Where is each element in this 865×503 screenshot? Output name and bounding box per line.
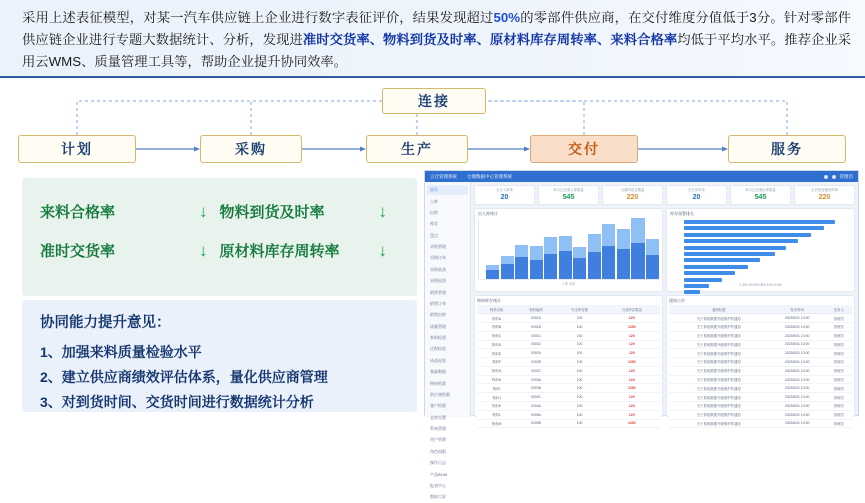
table-row[interactable] [669,402,852,411]
sidebar-item[interactable]: 客户档案 [430,403,446,409]
table-cell: 关于系统数据升级维护的通知 [669,384,768,393]
stat-value: 545 [754,194,767,201]
table-cell: 2023/5/31 13:00 [768,349,825,358]
summary-paragraph [22,7,851,73]
table-header: 发布人 [826,305,852,314]
supply-chain-flow [0,80,865,172]
inbound-outbound-bar-chart [474,208,663,292]
kpi-grid [40,192,399,270]
table-cell: 0005B [516,419,555,428]
sidebar-item[interactable]: 角色权限 [430,448,446,454]
table-cell: 1200 [604,358,660,367]
stat-card-row [474,185,855,205]
stat-label: 当日入库单 [496,188,513,192]
stat-label: 当日出库单 [688,188,705,192]
table-cell: 120 [604,402,660,411]
summary-text-segment: 准时交货率、物料到货及时率、原材料库存周转率、来料合格率 [302,32,678,47]
table-row[interactable] [477,384,660,393]
table-cell: 2023/5/31 13:00 [768,366,825,375]
stat-value: 545 [562,194,575,201]
table-cell: 物料L [477,410,516,419]
sidebar-item[interactable]: 质量管理 [430,323,446,329]
flow-node-production[interactable]: 生产 [366,135,468,163]
bar [684,252,775,256]
table-cell: 物料H [477,375,516,384]
down-arrow-icon: ↓ [199,201,208,221]
wms-dashboard-screenshot [424,170,859,500]
bar [684,290,700,294]
table-cell: 关于系统数据升级维护的通知 [669,410,768,419]
notice-table [666,295,855,426]
table-cell: 0003C [516,393,555,402]
advice-panel [22,300,417,412]
stat-card[interactable] [666,185,727,205]
table-cell: 120 [604,410,660,419]
dashboard-sidebar[interactable] [425,182,471,500]
sidebar-item[interactable]: 首页 [427,185,468,195]
table-row[interactable] [669,410,852,419]
kpi-item-ontime-delivery-rate [40,231,220,270]
stock-warning-bar-chart [666,208,855,292]
table-cell: 0001C [516,331,555,340]
table [669,305,852,428]
summary-text-segment: 的零部件供应商，在交付维度分值低于3分。针对零部件供应链企业进行专题大数据统计、分析，发现进 [22,10,852,47]
table-cell: 0005A [516,410,555,419]
stat-card[interactable] [602,185,663,205]
bar-series [478,218,659,280]
kpi-label: 物料到货及时率 [219,204,325,221]
flow-node-service[interactable]: 服务 [728,135,846,163]
table-row[interactable] [669,366,852,375]
table-row[interactable] [477,331,660,340]
table-cell: 0001D [516,340,555,349]
advice-item: 1、加强来料质量检验水平 [40,344,202,360]
sidebar-item[interactable]: 数据大屏 [430,494,446,500]
stat-label: 本月已完成入库数量 [553,188,584,192]
bar [684,239,798,243]
down-arrow-icon: ↓ [199,240,208,260]
table-cell: 100 [556,402,604,411]
sidebar-item[interactable]: 采购订单 [430,255,446,261]
table-header: 物料名称 [477,305,516,314]
table-cell: 2023/5/31 13:00 [768,331,825,340]
sidebar-item[interactable]: 产品BOM [430,471,448,477]
table-row[interactable] [477,314,660,323]
bar [602,218,615,279]
table-cell: 120 [604,331,660,340]
chart-title: 出入库统计 [478,211,498,216]
table-row[interactable] [669,375,852,384]
table-cell: 管理员 [826,402,852,411]
advice-item: 3、对到货时间、交货时间进行数据统计分析 [40,394,314,410]
table-cell: 物料D [477,340,516,349]
down-arrow-icon: ↓ [378,201,387,221]
table-row[interactable] [669,314,852,323]
dashboard-logo: 云仓管理系统 [430,173,457,179]
table-cell: 0004A [516,402,555,411]
table-row[interactable] [669,331,852,340]
sidebar-item[interactable]: 盘点 [430,232,438,238]
table-cell: 2023/5/31 13:00 [768,358,825,367]
table-cell: 100 [556,366,604,375]
bar [515,218,528,279]
bar [631,218,644,279]
table-cell: 0001B [516,322,555,331]
table-cell: 0002B [516,358,555,367]
table-cell: 物料B [477,322,516,331]
table-cell: 100 [556,419,604,428]
material-stock-table [474,295,663,426]
bar [684,220,835,224]
advice-item: 2、建立供应商绩效评估体系，量化供应商管理 [40,369,328,385]
table-cell: 2023/5/31 13:00 [768,410,825,419]
stat-label: 当前库存总数量 [620,188,645,192]
sidebar-item[interactable]: 用户管理 [430,437,446,443]
bar [684,258,760,262]
down-arrow-icon: ↓ [378,240,387,260]
table-row[interactable] [477,410,660,419]
kpi-item-raw-material-turnover [220,231,400,270]
sidebar-item[interactable]: 系统管理 [430,426,446,432]
kpi-label: 来料合格率 [40,204,116,221]
stat-value: 20 [500,194,509,201]
table-cell: 管理员 [826,340,852,349]
stat-label: 当日待处理出库单 [810,188,839,192]
bar [646,218,659,279]
table-row[interactable] [669,322,852,331]
sidebar-item[interactable]: 销售管理 [430,289,446,295]
bar [544,218,557,279]
sidebar-item[interactable]: 来料检验 [430,335,446,341]
table-cell: 100 [556,349,604,358]
table-cell: 物料J [477,393,516,402]
table-cell: 关于系统数据升级维护的通知 [669,375,768,384]
dashboard-titlebar [425,171,858,182]
sidebar-item[interactable]: 基础数据 [430,369,446,375]
table-cell: 管理员 [826,349,852,358]
sidebar-item[interactable]: 入库 [430,198,438,204]
table-cell: 关于系统数据升级维护的通知 [669,366,768,375]
sidebar-item[interactable]: 操作日志 [430,460,446,466]
table-cell: 120 [604,340,660,349]
table-cell: 管理员 [826,331,852,340]
table-cell: 管理员 [826,375,852,384]
table-cell: 2023/5/31 13:00 [768,384,825,393]
sidebar-item[interactable]: 物料档案 [430,380,446,386]
table-row[interactable] [669,393,852,402]
table-cell: 管理员 [826,410,852,419]
table-cell: 管理员 [826,393,852,402]
table-cell: 管理员 [826,419,852,428]
hbar-series [670,218,851,282]
sidebar-item[interactable]: 供应商档案 [430,391,450,397]
flow-node-connect[interactable]: 连接 [382,88,486,114]
table-row[interactable] [477,419,660,428]
dashboard-user[interactable]: 管理员 [839,173,853,179]
table-cell: 100 [556,375,604,384]
summary-text-segment: 均低于平均水平。推荐企业采用云WMS、质量管理工具等，帮助企业提升协同效率。 [22,32,852,69]
sidebar-item[interactable]: 报表中心 [430,482,446,488]
table-row[interactable] [669,384,852,393]
table-cell: 2023/5/31 13:00 [768,322,825,331]
table-cell: 2023/5/31 13:00 [768,393,825,402]
table-cell: 100 [556,393,604,402]
table-row[interactable] [477,366,660,375]
stat-value: 20 [692,194,701,201]
stat-value: 220 [626,194,639,201]
summary-text-segment: 采用上述表征模型，对某一汽车供应链上企业进行数字表征评价，结果发现超过 [22,10,494,25]
chart-axis: 0 200 400 600 800 1000 1200 [739,283,782,287]
stat-card[interactable] [730,185,791,205]
sidebar-item[interactable]: 采购管理 [430,244,446,250]
table-cell: 物料E [477,349,516,358]
table-cell: 物料F [477,358,516,367]
table-cell: 100 [556,314,604,323]
bar [501,218,514,279]
bar [617,218,630,279]
table-cell: 物料A [477,314,516,323]
table-cell: 100 [556,410,604,419]
table-cell: 物料G [477,366,516,375]
flow-node-delivery[interactable]: 交付 [530,135,638,163]
settings-icon[interactable] [832,175,836,179]
sidebar-item[interactable]: 采购退货 [430,278,446,284]
table-header: 发布时间 [768,305,825,314]
table-cell: 关于系统数据升级维护的通知 [669,322,768,331]
table-cell: 物料C [477,331,516,340]
table-row[interactable] [477,358,660,367]
table-cell: 0003B [516,384,555,393]
table-cell: 120 [604,366,660,375]
bar [684,226,824,230]
table [477,305,660,428]
table-row[interactable] [477,322,660,331]
stat-card[interactable] [474,185,535,205]
table-header: 当前库存数量 [604,305,660,314]
table-row[interactable] [477,402,660,411]
dashboard-menu-home[interactable]: 仓储数据中心管理系统 [467,173,512,179]
table-cell: 管理员 [826,314,852,323]
sidebar-item[interactable]: 销售订单 [430,300,446,306]
table-cell: 管理员 [826,358,852,367]
table-row[interactable] [477,349,660,358]
bar [684,246,786,250]
table-cell: 0002C [516,366,555,375]
table-cell: 100 [556,331,604,340]
bar [559,218,572,279]
table-cell: 0003A [516,375,555,384]
bar [684,271,735,275]
sidebar-item[interactable]: 过程检验 [430,346,446,352]
bar [684,233,811,237]
sidebar-item[interactable]: 仓库设置 [430,414,446,420]
sidebar-item[interactable]: 销售出库 [430,312,446,318]
table-cell: 管理员 [826,384,852,393]
table-row[interactable] [669,419,852,428]
table-cell: 2023/5/31 13:00 [768,402,825,411]
sidebar-item[interactable]: 采购收货 [430,266,446,272]
table-cell: 关于系统数据升级维护的通知 [669,402,768,411]
table-cell: 1200 [604,384,660,393]
flow-node-plan[interactable]: 计划 [18,135,136,163]
bar [530,218,543,279]
table-cell: 100 [556,340,604,349]
table-row[interactable] [477,375,660,384]
sidebar-item[interactable]: 成品检验 [430,357,446,363]
chart-legend: 入库 出库 [561,282,576,286]
table-row[interactable] [669,349,852,358]
table-row[interactable] [669,358,852,367]
table-cell: 关于系统数据升级维护的通知 [669,358,768,367]
summary-text-segment: 50% [493,10,521,25]
table-cell: 0001A [516,314,555,323]
table-cell: 120 [604,349,660,358]
table-row[interactable] [477,393,660,402]
table-cell: 2023/5/31 13:00 [768,340,825,349]
table-cell: 关于系统数据升级维护的通知 [669,331,768,340]
bar [573,218,586,279]
table-cell: 关于系统数据升级维护的通知 [669,393,768,402]
kpi-label: 原材料库存周转率 [219,243,340,260]
table-cell: 120 [604,375,660,384]
table-cell: 2023/5/31 13:00 [768,419,825,428]
table-row[interactable] [477,340,660,349]
kpi-item-material-arrival-rate [220,192,400,231]
table-header: 物料编码 [516,305,555,314]
table-title: 通知公告 [669,298,685,303]
table-cell: 关于系统数据升级维护的通知 [669,340,768,349]
table-cell: 物料M [477,419,516,428]
bar [684,265,748,269]
table-cell: 关于系统数据升级维护的通知 [669,349,768,358]
table-cell: 1200 [604,419,660,428]
table-cell: 物料K [477,402,516,411]
kpi-label: 准时交货率 [40,243,116,260]
stat-card[interactable] [794,185,855,205]
dashboard-main [471,182,858,426]
table-cell: 100 [556,322,604,331]
bar [588,218,601,279]
stat-label: 本月已完成出库数量 [745,188,776,192]
table-cell: 管理员 [826,366,852,375]
sidebar-item[interactable]: 出库 [430,209,438,215]
table-cell: 100 [556,384,604,393]
kpi-item-incoming-pass-rate [40,192,220,231]
table-cell: 100 [556,358,604,367]
table-row[interactable] [669,340,852,349]
table-header: 通知标题 [669,305,768,314]
table-cell: 120 [604,393,660,402]
table-header: 安全库存数 [556,305,604,314]
stat-card[interactable] [538,185,599,205]
sidebar-item[interactable]: 库存 [430,221,438,227]
chart-title: 库存预警排名 [670,211,694,216]
flow-node-purchase[interactable]: 采购 [200,135,302,163]
kpi-panel [22,178,417,296]
notification-icon[interactable] [824,175,828,179]
table-cell: 2023/5/31 13:00 [768,314,825,323]
bar [684,278,722,282]
table-cell: 120 [604,314,660,323]
table-cell: 0002A [516,349,555,358]
table-cell: 2023/5/31 13:00 [768,375,825,384]
table-cell: 关于系统数据升级维护的通知 [669,314,768,323]
table-title: 物料库存统计 [477,298,501,303]
table-cell: 关于系统数据升级维护的通知 [669,419,768,428]
table-cell: 管理员 [826,322,852,331]
bar [486,218,499,279]
stat-value: 220 [818,194,831,201]
table-cell: 物料I [477,384,516,393]
summary-banner [0,0,865,78]
advice-title: 协同能力提升意见： [40,315,171,331]
table-cell: 1200 [604,322,660,331]
